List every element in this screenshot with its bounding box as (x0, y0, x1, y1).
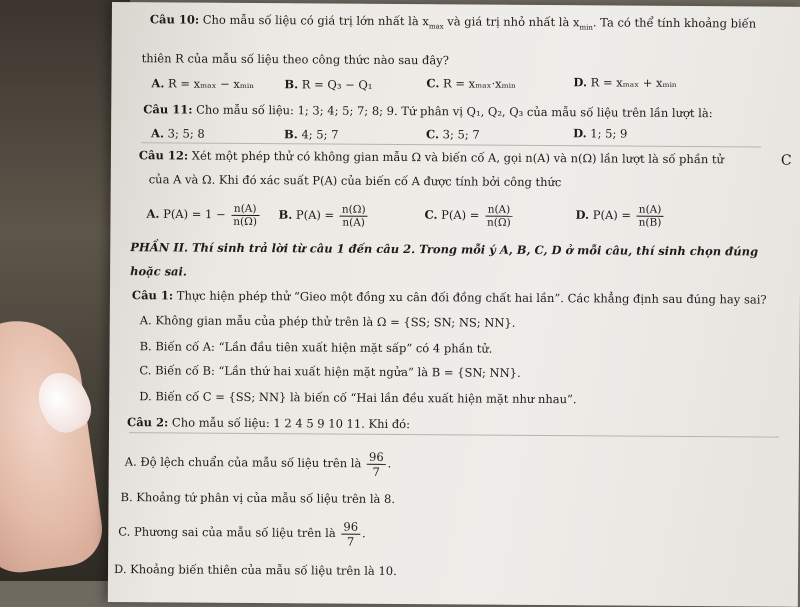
c1-item-a: A. Không gian mẫu của phép thử trên là Ω = {SS; SN; NS; NN}. (139, 313, 516, 330)
c2-item-c: C. Phương sai của mẫu số liệu trên là $\frac{96}{7}$ . (118, 519, 366, 549)
q11-line: Câu 11: Cho mẫu số liệu: 1; 3; 4; 5; 7; 8; 9. Tứ phân vị Q₁, Q₂, Q₃ của mẫu số liệu trên lần lượt là: (143, 102, 713, 121)
c1-item-c: C. Biến cố B: “Lần thứ hai xuất hiện mặt ngửa” là B = {SN; NN}. (139, 363, 521, 380)
q10-line1: Câu 10: Cho mẫu số liệu có giá trị lớn nhất là $x_{max}$ và giá trị nhỏ nhất là $x_{min}$. Ta có thể tính khoảng biến (149, 12, 757, 32)
c2-item-b: B. Khoảng tứ phân vị của mẫu số liệu trên là 8. (120, 490, 396, 506)
q11-option-c: C. 3; 5; 7 (426, 127, 480, 142)
exam-paper (108, 2, 800, 607)
q12-option-a: A. P(A) = 1 − $\frac{n(A)}{n(\Omega)}$ (146, 202, 261, 228)
divider (141, 142, 761, 147)
part2-heading: PHẦN II. Thí sinh trả lời từ câu 1 đến câu 2. Trong mỗi ý A, B, C, D ở mỗi câu, thí sinh chọn đúng (130, 240, 759, 259)
q12-option-d: D. P(A) = $\frac{n(A)}{n(B)}$ (575, 203, 665, 229)
c2-stem: Câu 2: Cho mẫu số liệu: 1 2 4 5 9 10 11. Khi đó: (127, 415, 411, 432)
q10-option-b: B. R = Q₃ − Q₁ (284, 77, 373, 92)
c2-item-d: D. Khoảng biến thiên của mẫu số liệu trên là 10. (113, 562, 397, 579)
q10-option-c: C. R = xₘₐₓ·xₘᵢₙ (426, 76, 517, 91)
c1-item-d: D. Biến cố C = {SS; NN} là biến cố “Hai lần đều xuất hiện mặt như nhau”. (139, 389, 577, 407)
c1-stem: Câu 1: Thực hiện phép thử “Gieo một đồng xu cân đối đồng chất hai lần”. Các khẳng định sau đúng hay sai? (131, 288, 767, 307)
q12-line1: Câu 12: Xét một phép thử có không gian mẫu Ω và biến cố A, gọi n(A) và n(Ω) lần lượt là số phần tử (138, 148, 725, 167)
q10-option-d: D. R = xₘₐₓ + xₘᵢₙ (573, 75, 677, 90)
dotted-line (129, 432, 779, 438)
q12-option-b: B. P(A) = $\frac{n(\Omega)}{n(A)}$ (278, 203, 366, 229)
q10-line2: thiên R của mẫu số liệu theo công thức nào sau đây? (141, 51, 450, 68)
q10-option-a: A. R = xₘₐₓ − xₘᵢₙ (151, 76, 255, 91)
c1-item-b: B. Biến cố A: “Lần đầu tiên xuất hiện mặt sấp” có 4 phần tử. (139, 339, 493, 356)
c2-item-a: A. Độ lệch chuẩn của mẫu số liệu trên là $\frac{96}{7}$ . (124, 449, 392, 479)
q12-line2: của A và Ω. Khi đó xác suất P(A) của biến cố A được tính bởi công thức (148, 172, 562, 190)
q11-option-b: B. 4; 5; 7 (284, 127, 339, 142)
margin-letter: C (780, 152, 792, 169)
q11-option-a: A. 3; 5; 8 (151, 126, 205, 141)
q11-option-d: D. 1; 5; 9 (573, 126, 628, 141)
q12-option-c: C. P(A) = $\frac{n(A)}{n(\Omega)}$ (424, 203, 514, 229)
part2-heading-2: hoặc sai. (130, 264, 187, 279)
